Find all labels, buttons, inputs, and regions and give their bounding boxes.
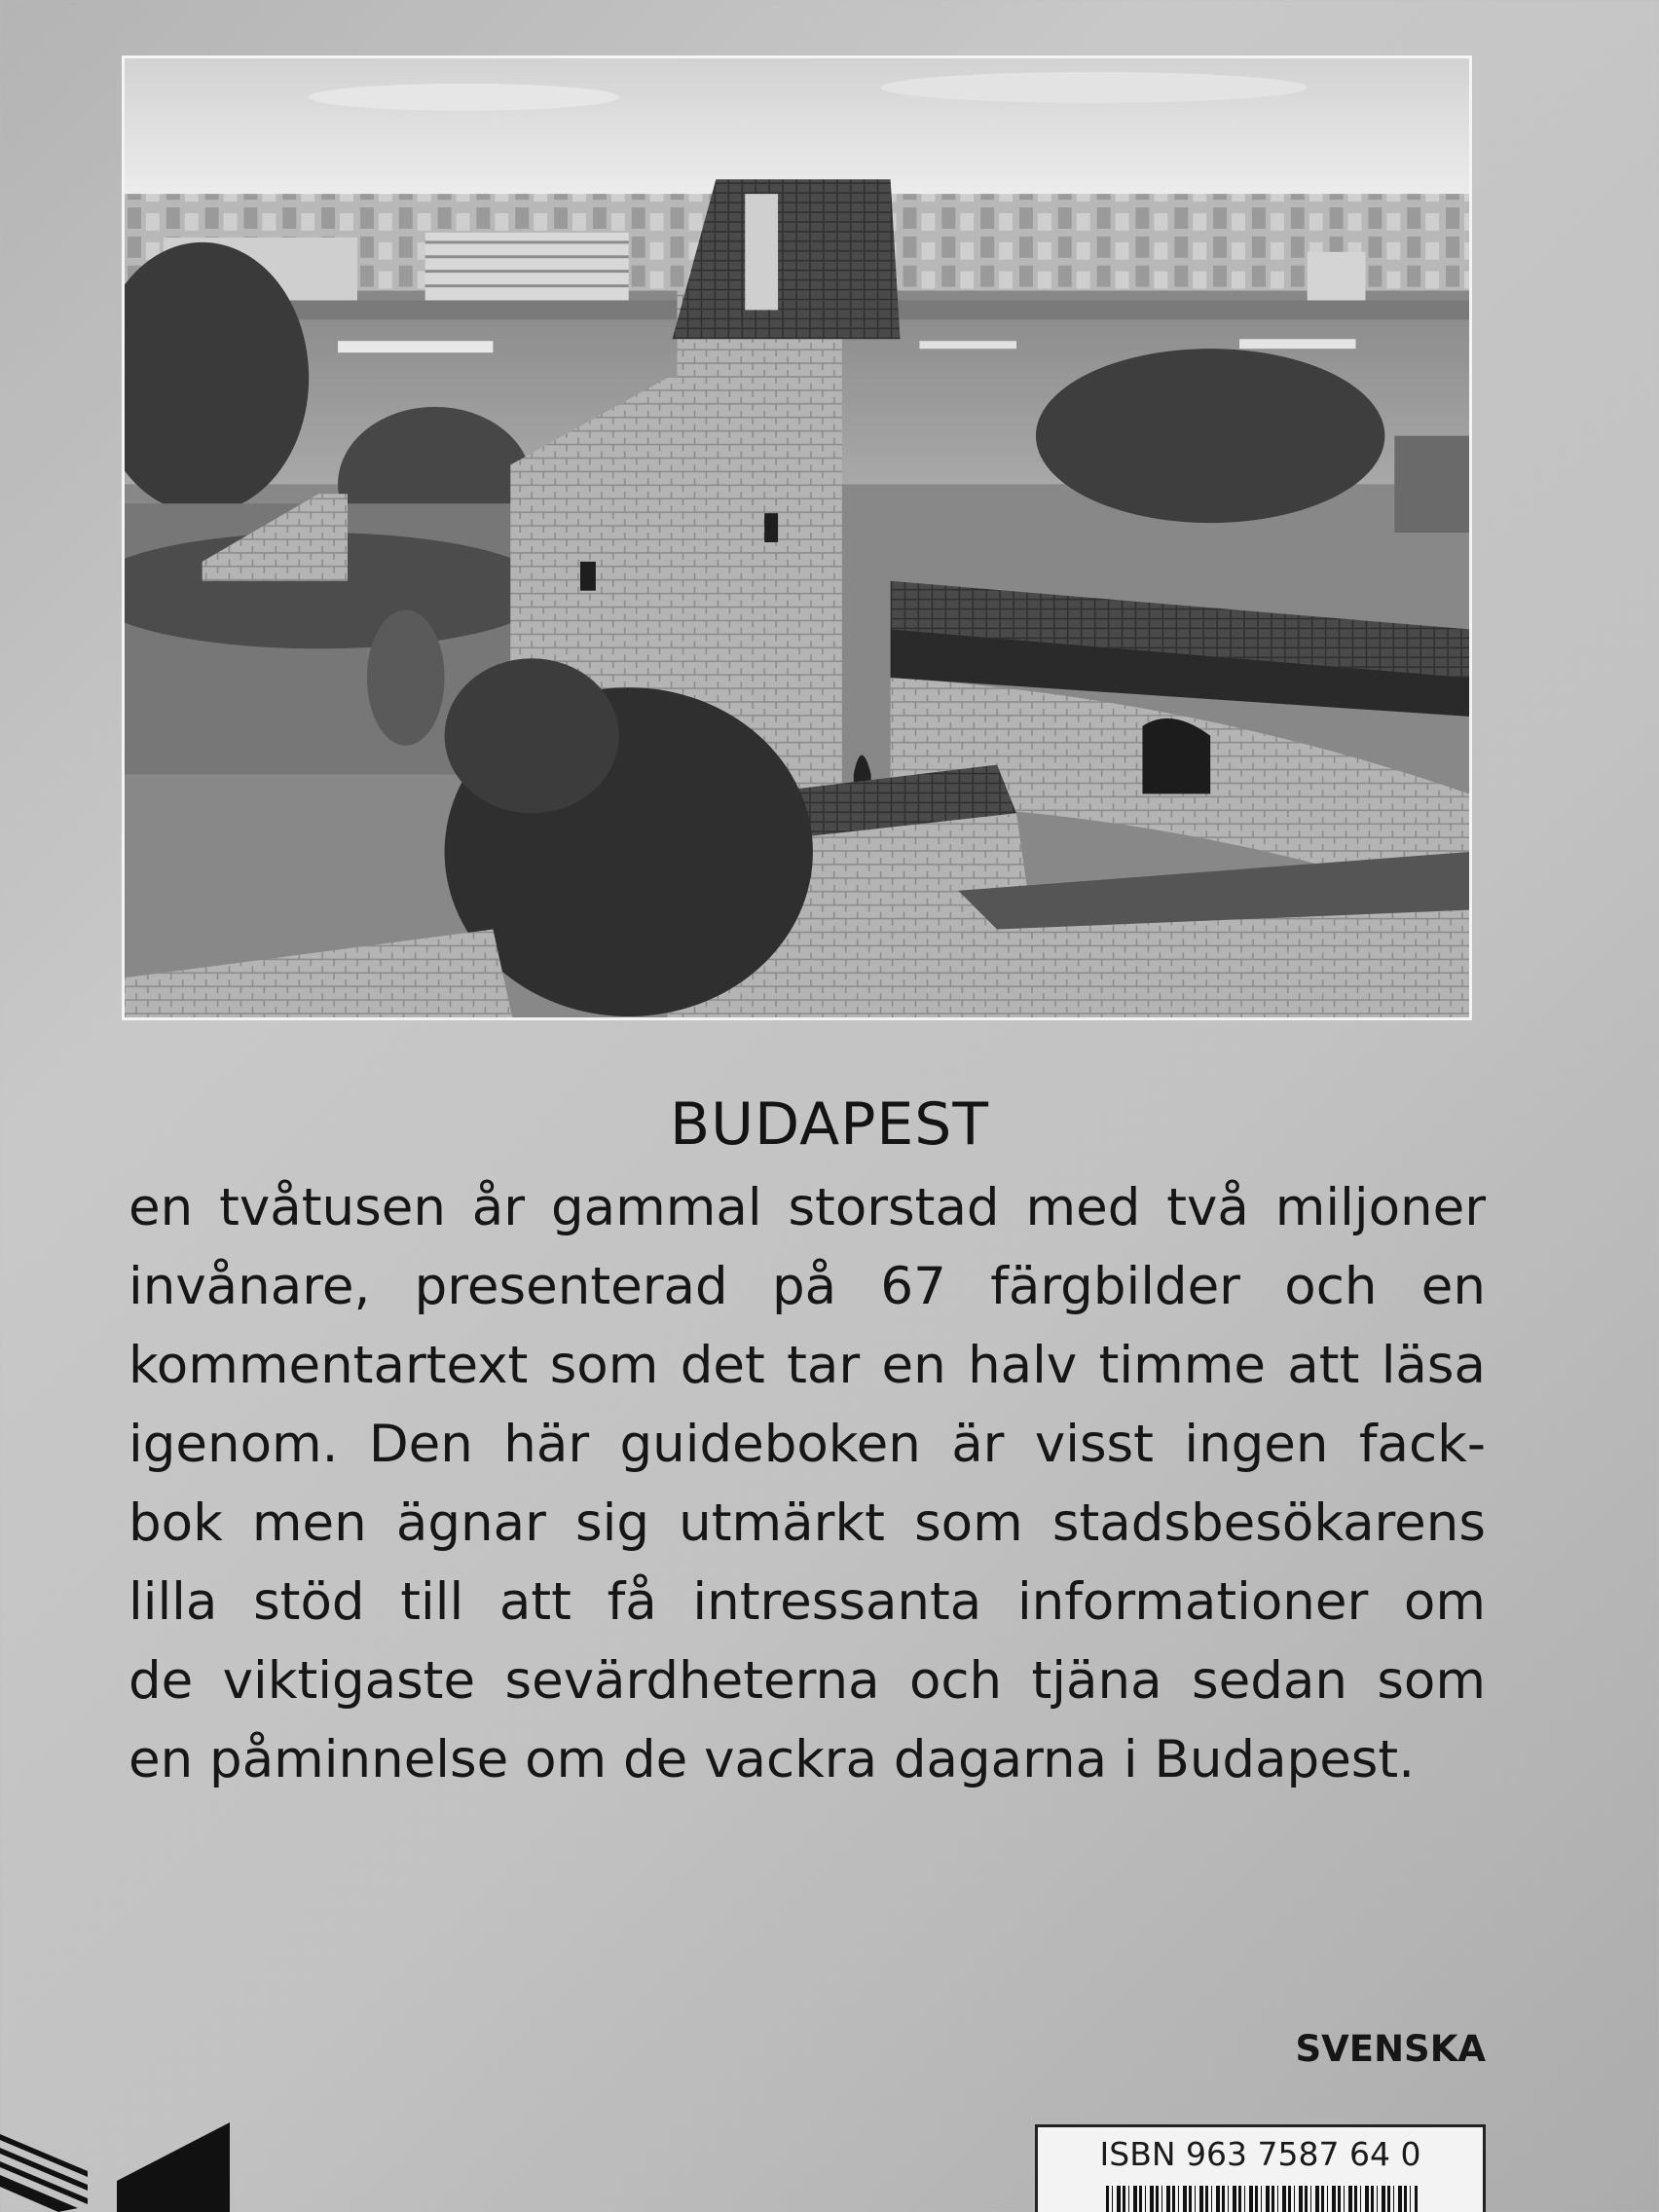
isbn-block	[1035, 2124, 1486, 2212]
description-line: invånare, presenterad på 67 färgbilder och en	[129, 1257, 1486, 1316]
description-line: kommentartext som det tar en halv timme att läsa	[129, 1336, 1486, 1395]
description-line: lilla stöd till att få intressanta informationer om	[129, 1572, 1486, 1632]
castle-tower-photo	[125, 58, 1469, 1017]
description-line: de viktigaste sevärdheterna och tjäna sedan som	[129, 1651, 1486, 1711]
barcode	[1106, 2186, 1418, 2212]
cover-title: BUDAPEST	[669, 1090, 990, 1159]
isbn-number: ISBN 963 7587 64 0	[1099, 2135, 1421, 2173]
description-line: en tvåtusen år gammal storstad med två miljoner	[129, 1178, 1486, 1237]
cover-photo	[122, 55, 1472, 1020]
cover-description	[129, 1168, 1486, 1799]
description-line: bok men ägnar sig utmärkt som stadsbesökarens	[129, 1493, 1486, 1553]
publisher-logo-mark	[0, 2122, 234, 2212]
description-line: igenom. Den här guideboken är visst ingen fack-	[129, 1415, 1486, 1474]
language-label: SVENSKA	[1295, 2028, 1486, 2070]
description-line: en påminnelse om de vackra dagarna i Budapest.	[129, 1730, 1416, 1789]
